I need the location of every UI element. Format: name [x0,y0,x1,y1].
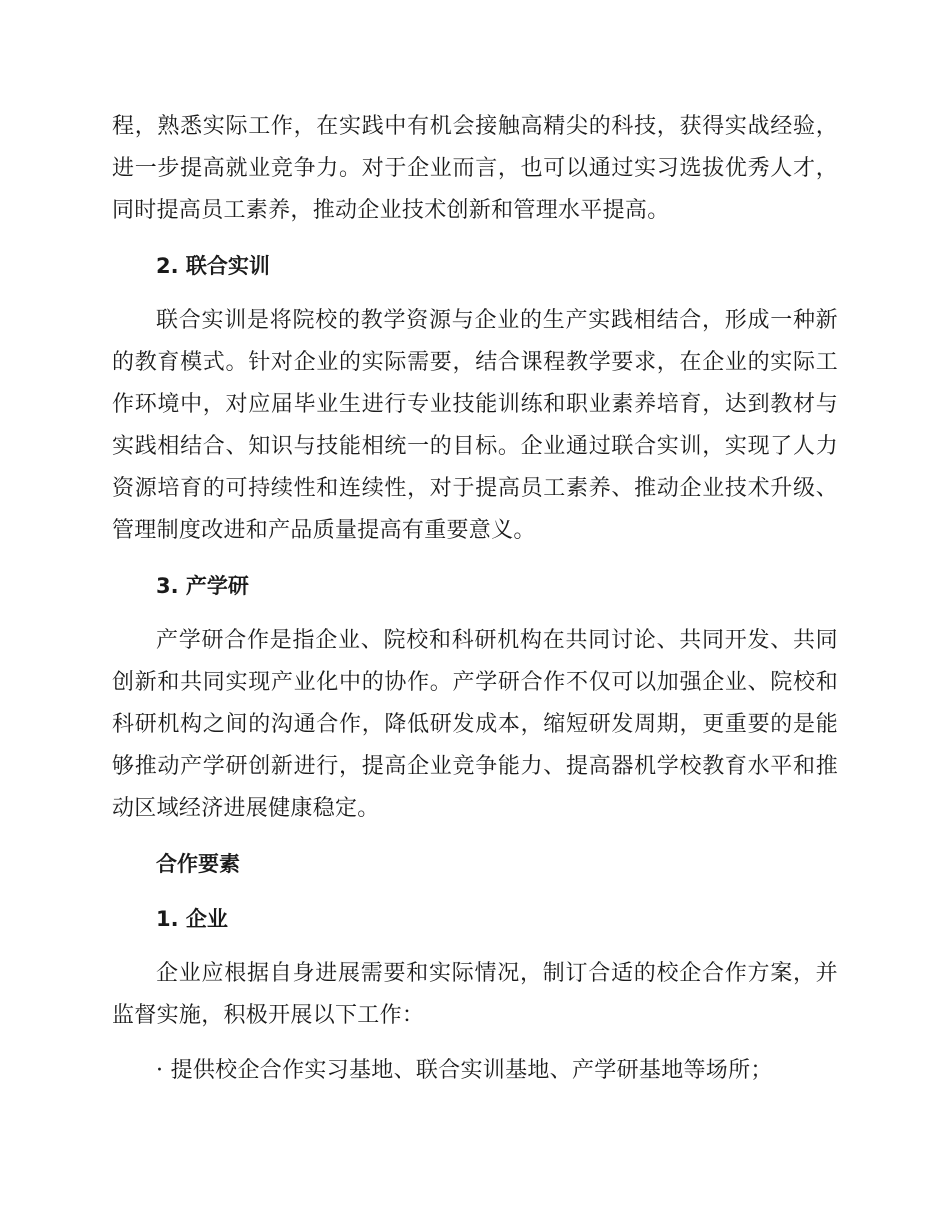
paragraph-joint-training: 联合实训是将院校的教学资源与企业的生产实践相结合，形成一种新的教育模式。针对企业的实际需要，结合课程教学要求，在企业的实际工作环境中，对应届毕业生进行专业技能训练和职业素养培育，达到教材与实践相结合、知识与技能相统一的目标。企业通过联合实训，实现了人力资源培育的可持续性和连续性，对于提高员工素养、推动企业技术升级、管理制度改进和产品质量提高有重要意义。 [112,308,838,543]
heading-industry-university-research: 3. 产学研 [156,574,249,598]
paragraph-enterprise: 企业应根据自身进展需要和实际情况，制订合适的校企合作方案，并监督实施，积极开展以下工作： [112,961,838,1028]
heading-joint-training: 2. 联合实训 [156,254,270,278]
list-item-bullet-1: · 提供校企合作实习基地、联合实训基地、产学研基地等场所； [156,1058,773,1083]
document-page [112,106,838,1092]
paragraph-intro: 程，熟悉实际工作，在实践中有机会接触高精尖的科技，获得实战经验，进一步提高就业竞争力。对于企业而言，也可以通过实习选拔优秀人才，同时提高员工素养，推动企业技术创新和管理水平提高。 [112,114,838,223]
heading-enterprise: 1. 企业 [156,907,228,931]
paragraph-industry-university-research: 产学研合作是指企业、院校和科研机构在共同讨论、共同开发、共同创新和共同实现产业化中的协作。产学研合作不仅可以加强企业、院校和科研机构之间的沟通合作，降低研发成本，缩短研发周期，更重要的是能够推动产学研创新进行，提高企业竞争能力、提高器机学校教育水平和推动区域经济进展健康稳定。 [112,628,838,821]
heading-cooperation-elements: 合作要素 [156,852,240,876]
